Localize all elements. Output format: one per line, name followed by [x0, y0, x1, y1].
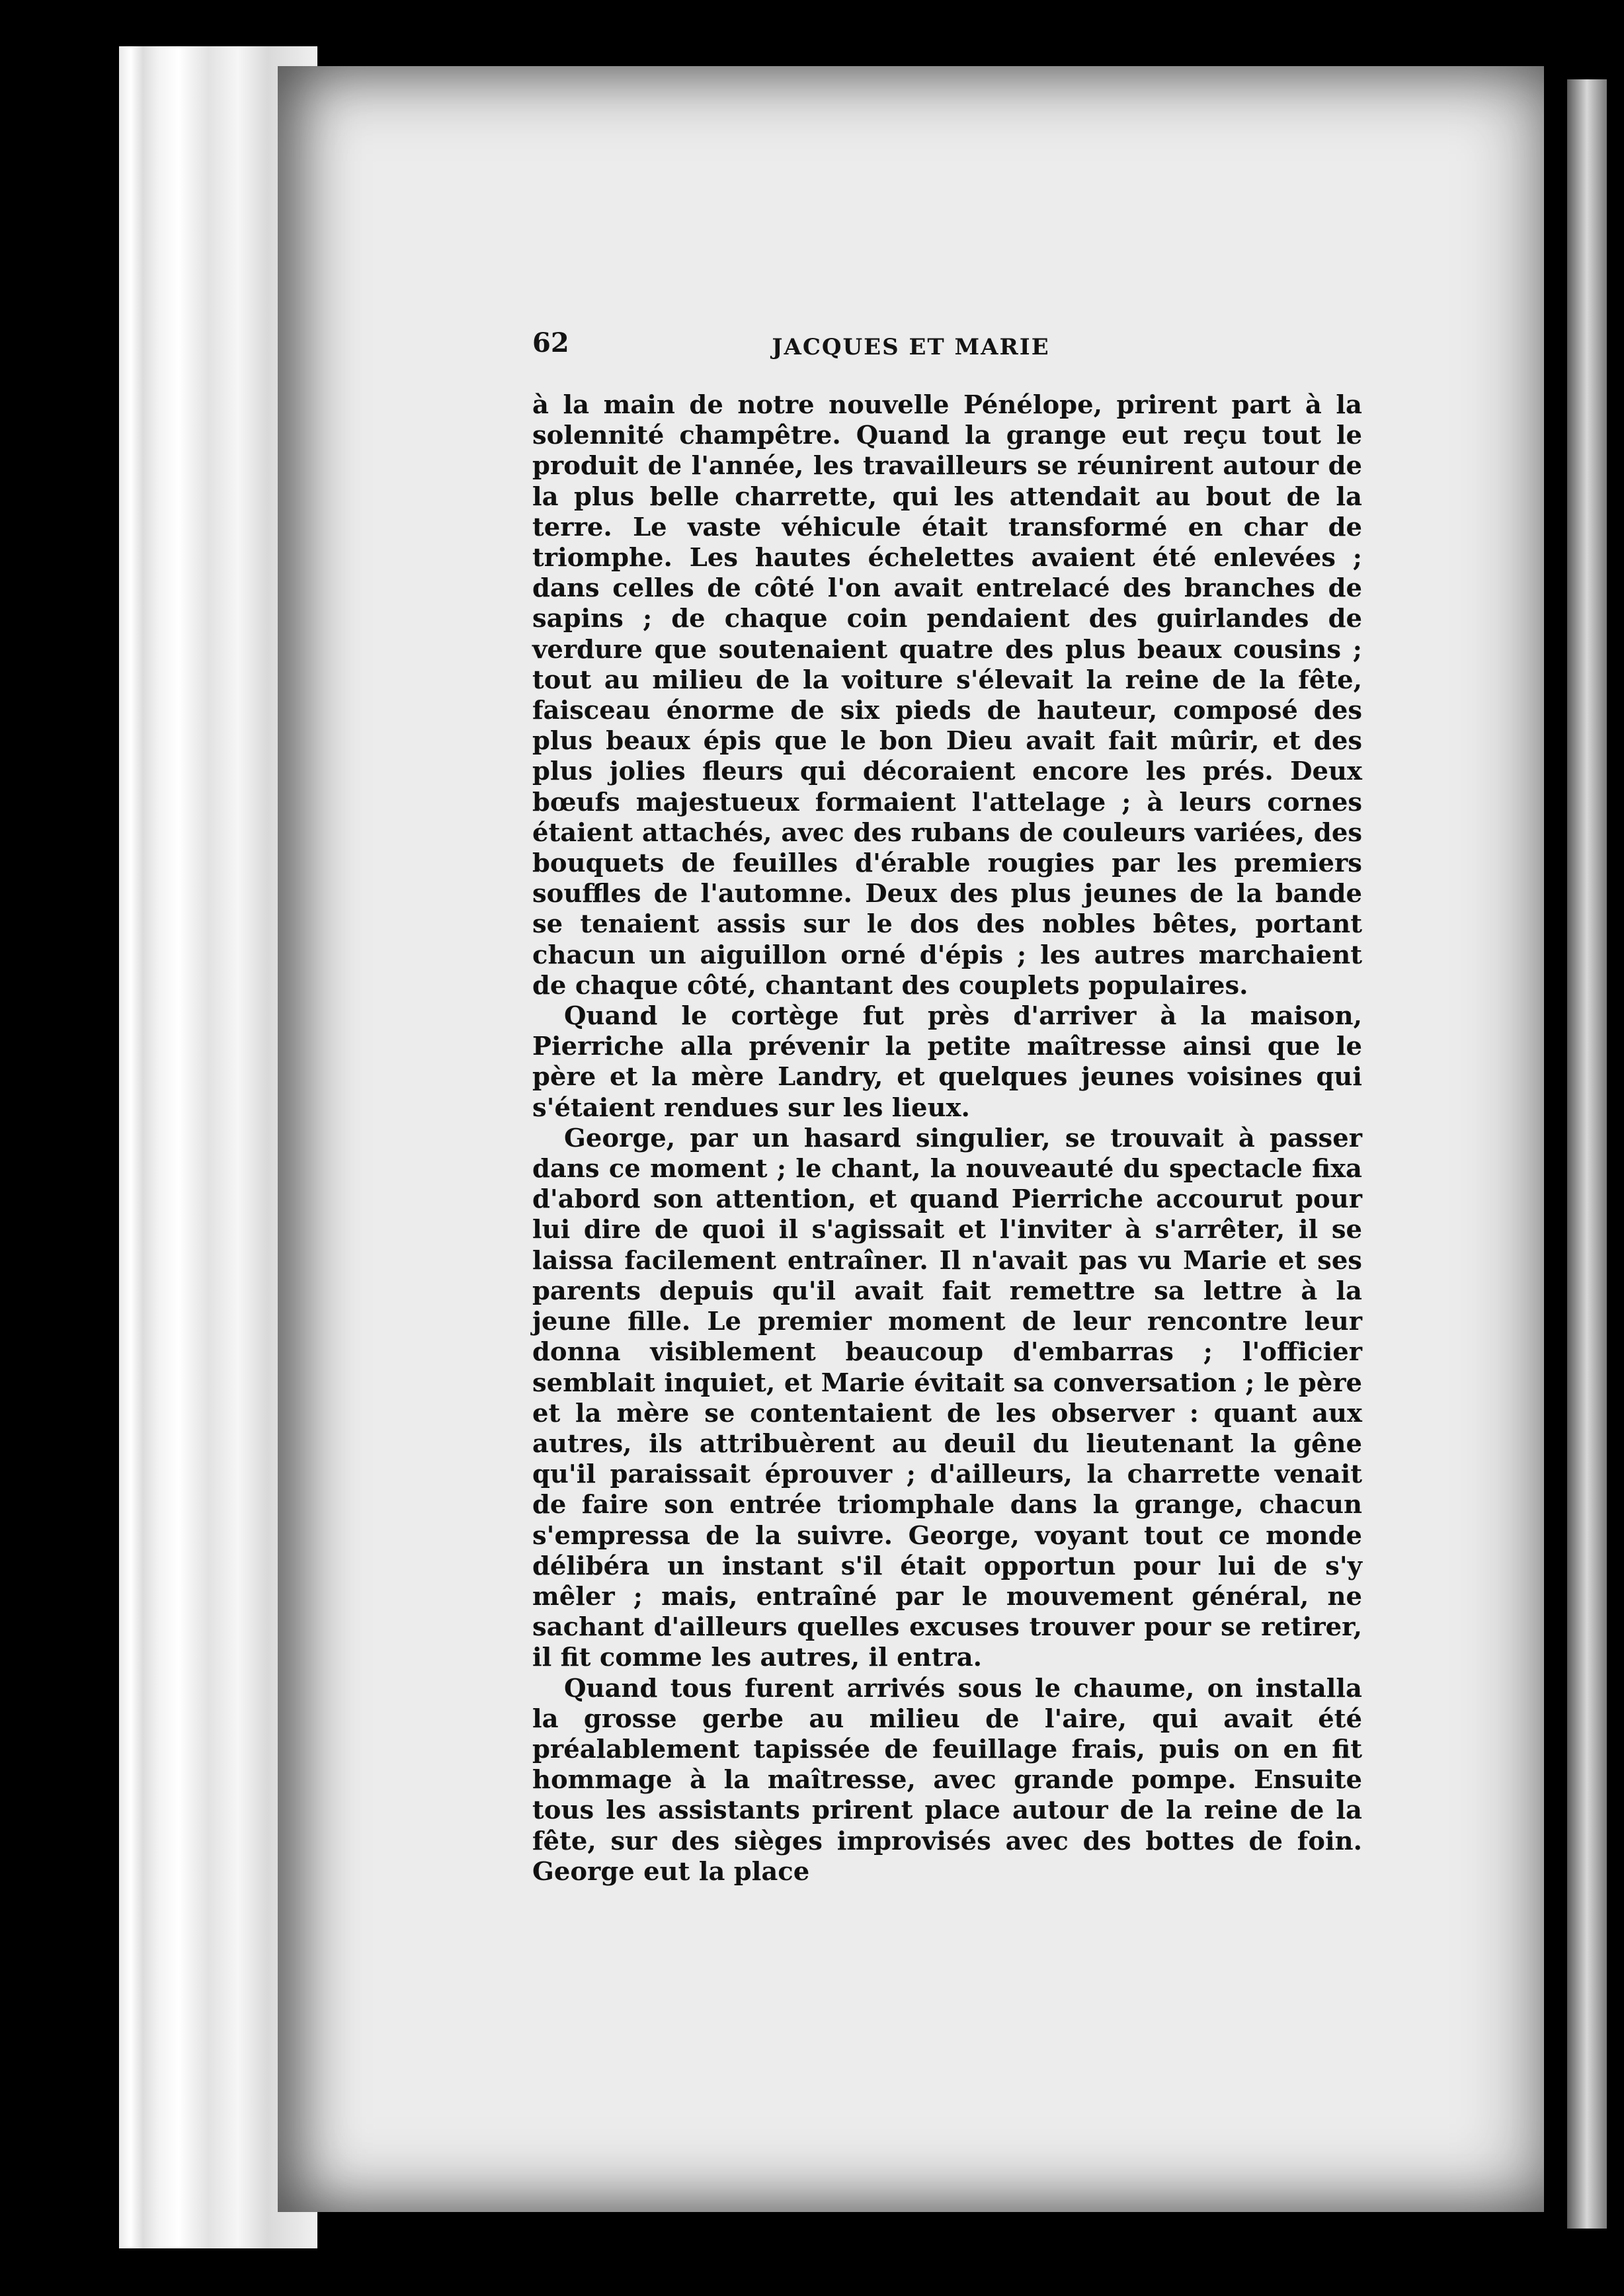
book-page — [278, 66, 1544, 2212]
page-number: 62 — [532, 327, 569, 358]
paragraph: George, par un hasard singulier, se trouvait à passer dans ce moment ; le chant, la nouveauté du spectacle fixa d'abord son attention, et quand Pierriche accourut pour lui dire de quoi il s'agissait et l'inviter à s'arrêter, il se laissa facilement entraîner. Il n'avait pas vu Marie et ses parents depuis qu'il avait fait remettre sa lettre à la jeune fille. Le premier moment de leur rencontre leur donna visiblement beaucoup d'embarras ; l'officier semblait inquiet, et Marie évitait sa conversation ; le père et la mère se contentaient de les observer : quant aux autres, ils attribuèrent au deuil du lieutenant la gêne qu'il paraissait éprouver ; d'ailleurs, la charrette venait de faire son entrée triomphale dans la grange, chacun s'empressa de la suivre. George, voyant tout ce monde délibéra un instant s'il était opportun pour lui de s'y mêler ; mais, entraîné par le mouvement général, ne sachant d'ailleurs quelles excuses trouver pour se retirer, il fit comme les autres, il entra. — [532, 1123, 1362, 1673]
facing-page-edge — [1567, 79, 1607, 2229]
running-head: JACQUES ET MARIE — [772, 334, 1050, 360]
paragraph: Quand le cortège fut près d'arriver à la maison, Pierriche alla prévenir la petite maîtresse ainsi que le père et la mère Landry, et quelques jeunes voisines qui s'étaient rendues sur les lieux. — [532, 1001, 1362, 1123]
paragraph: Quand tous furent arrivés sous le chaume, on installa la grosse gerbe au milieu de l'aire, qui avait été préalablement tapissée de feuillage frais, puis on en fit hommage à la maîtresse, avec grande pompe. Ensuite tous les assistants prirent place autour de la reine de la fête, sur des sièges improvisés avec des bottes de foin. George eut la place — [532, 1673, 1362, 1887]
paragraph: à la main de notre nouvelle Pénélope, prirent part à la solennité champêtre. Quand la grange eut reçu tout le produit de l'année, les travailleurs se réunirent autour de la plus belle charrette, qui les attendait au bout de la terre. Le vaste véhicule était transformé en char de triomphe. Les hautes échelettes avaient été enlevées ; dans celles de côté l'on avait entrelacé des branches de sapins ; de chaque coin pendaient des guirlandes de verdure que soutenaient quatre des plus beaux cousins ; tout au milieu de la voiture s'élevait la reine de la fête, faisceau énorme de six pieds de hauteur, composé des plus beaux épis que le bon Dieu avait fait mûrir, et des plus jolies fleurs qui décoraient encore les prés. Deux bœufs majestueux formaient l'attelage ; à leurs cornes étaient attachés, avec des rubans de couleurs variées, des bouquets de feuilles d'érable rougies par les premiers souffles de l'automne. Deux des plus jeunes de la bande se tenaient assis sur le dos des nobles bêtes, portant chacun un aiguillon orné d'épis ; les autres marchaient de chaque côté, chantant des couplets populaires. — [532, 390, 1362, 1001]
body-text — [532, 390, 1362, 1887]
